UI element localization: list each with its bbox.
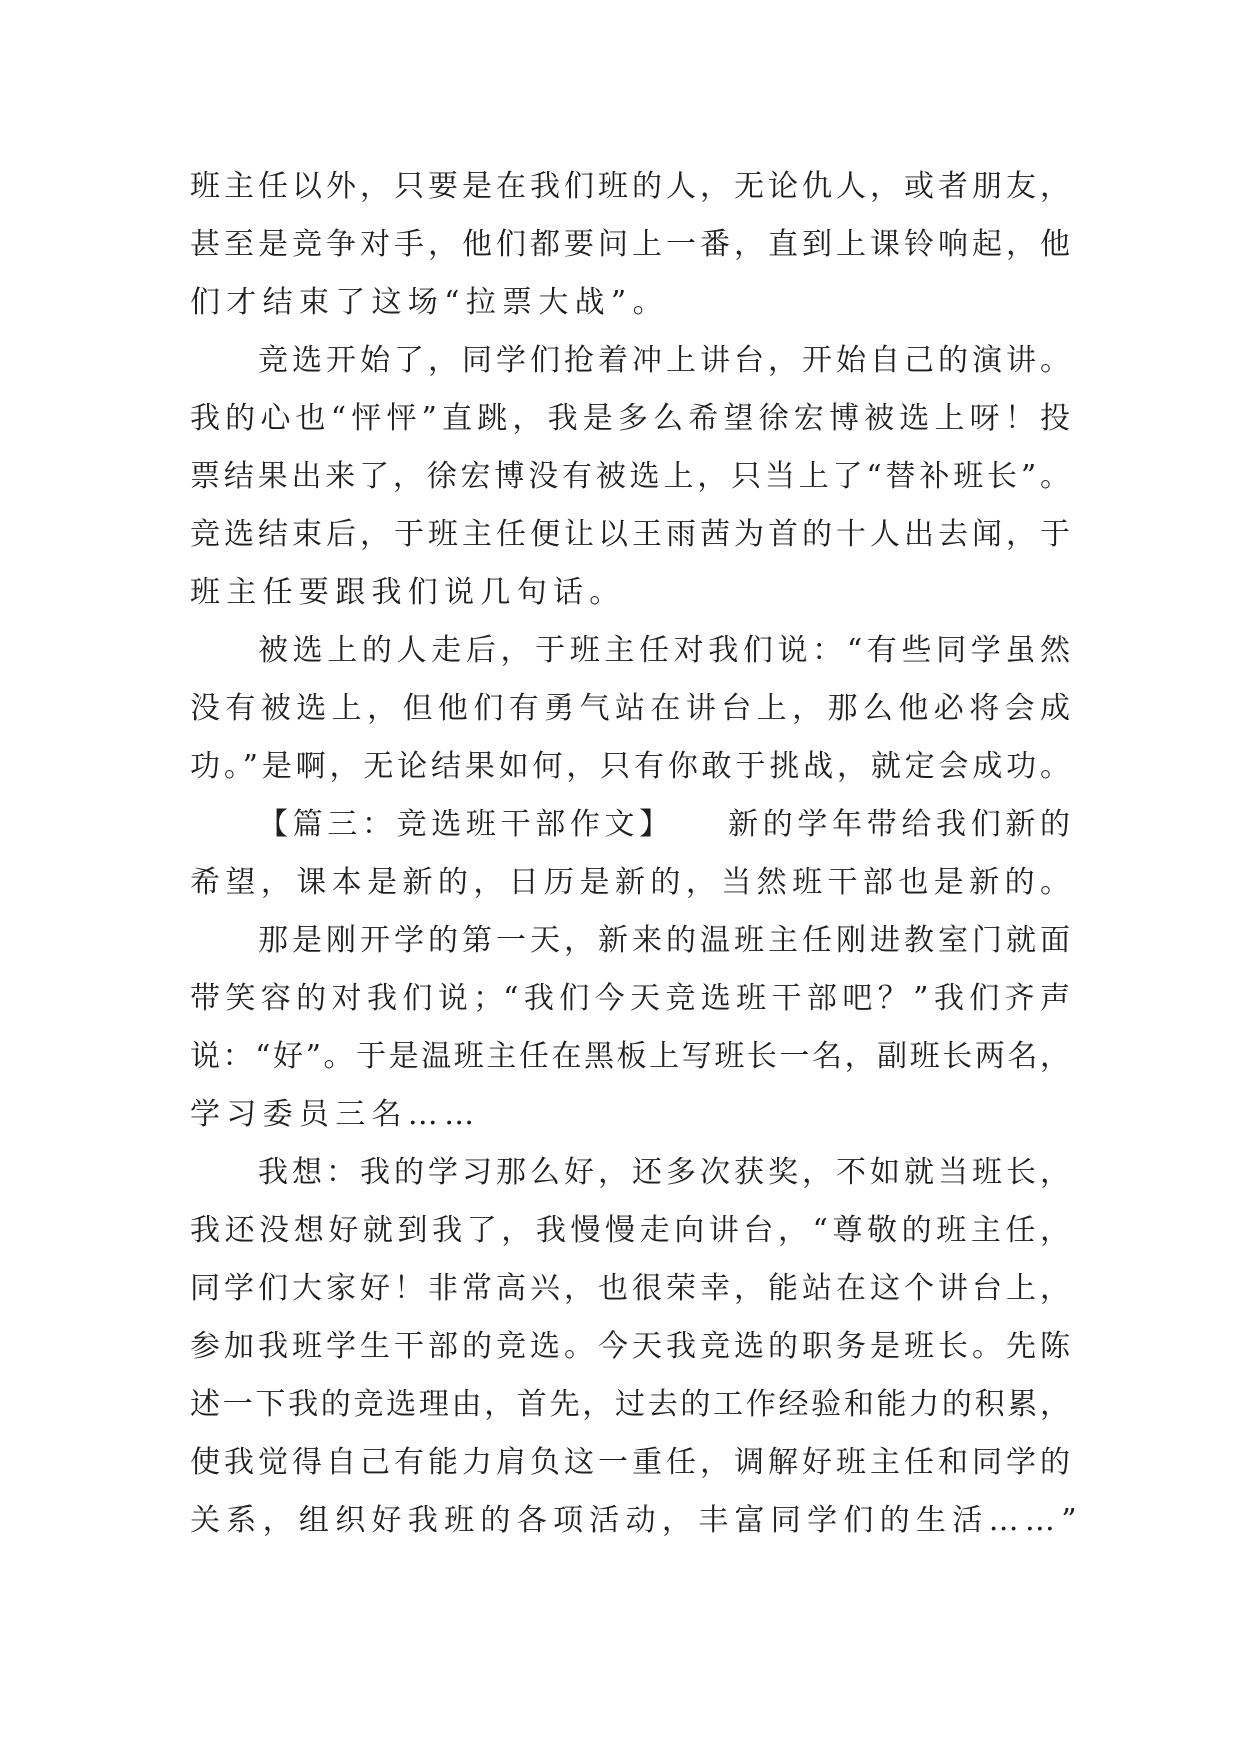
text-line-17: 学习委员三名…… <box>190 1097 481 1132</box>
text-line-1: 班主任以外，只要是在我们班的人，无论仇人，或者朋友， <box>190 169 1070 204</box>
text-line-2: 甚至是竞争对手，他们都要问上一番，直到上课铃响起，他 <box>190 227 1070 262</box>
text-line-13: 希望，课本是新的，日历是新的，当然班干部也是新的。 <box>190 865 1070 900</box>
text-line-21: 参加我班学生干部的竞选。今天我竞选的职务是班长。先陈 <box>190 1329 1070 1364</box>
text-line-14: 那是刚开学的第一天，新来的温班主任刚进教室门就面 <box>258 923 1070 958</box>
text-line-20: 同学们大家好！非常高兴，也很荣幸，能站在这个讲台上， <box>190 1271 1070 1306</box>
text-line-3: 们才结束了这场“拉票大战”。 <box>190 285 669 320</box>
text-line-10: 没有被选上，但他们有勇气站在讲台上，那么他必将会成 <box>190 691 1070 726</box>
text-line-7: 竞选结束后，于班主任便让以王雨茜为首的十人出去闻，于 <box>190 517 1070 552</box>
text-line-24: 关系，组织好我班的各项活动，丰富同学们的生活……” <box>190 1503 1083 1538</box>
text-line-4: 竞选开始了，同学们抢着冲上讲台，开始自己的演讲。 <box>258 343 1070 378</box>
text-line-22: 述一下我的竞选理由，首先，过去的工作经验和能力的积累， <box>190 1387 1070 1422</box>
text-line-18: 我想：我的学习那么好，还多次获奖，不如就当班长， <box>258 1155 1070 1190</box>
text-line-15: 带笑容的对我们说；“我们今天竞选班干部吧？”我们齐声 <box>190 981 1070 1016</box>
text-line-16: 说：“好”。于是温班主任在黑板上写班长一名，副班长两名， <box>190 1039 1070 1074</box>
text-line-19: 我还没想好就到我了，我慢慢走向讲台，“尊敬的班主任， <box>190 1213 1070 1248</box>
text-line-5: 我的心也“怦怦”直跳，我是多么希望徐宏博被选上呀！投 <box>190 401 1070 436</box>
text-line-12: 【篇三：竞选班干部作文】 新的学年带给我们新的 <box>258 807 1070 842</box>
text-line-6: 票结果出来了，徐宏博没有被选上，只当上了“替补班长”。 <box>190 459 1070 494</box>
text-line-9: 被选上的人走后，于班主任对我们说：“有些同学虽然 <box>258 633 1070 668</box>
text-line-23: 使我觉得自己有能力肩负这一重任，调解好班主任和同学的 <box>190 1445 1070 1480</box>
text-line-11: 功。”是啊，无论结果如何，只有你敢于挑战，就定会成功。 <box>190 749 1070 784</box>
text-line-8: 班主任要跟我们说几句话。 <box>190 575 626 610</box>
body-text <box>190 158 1083 1550</box>
